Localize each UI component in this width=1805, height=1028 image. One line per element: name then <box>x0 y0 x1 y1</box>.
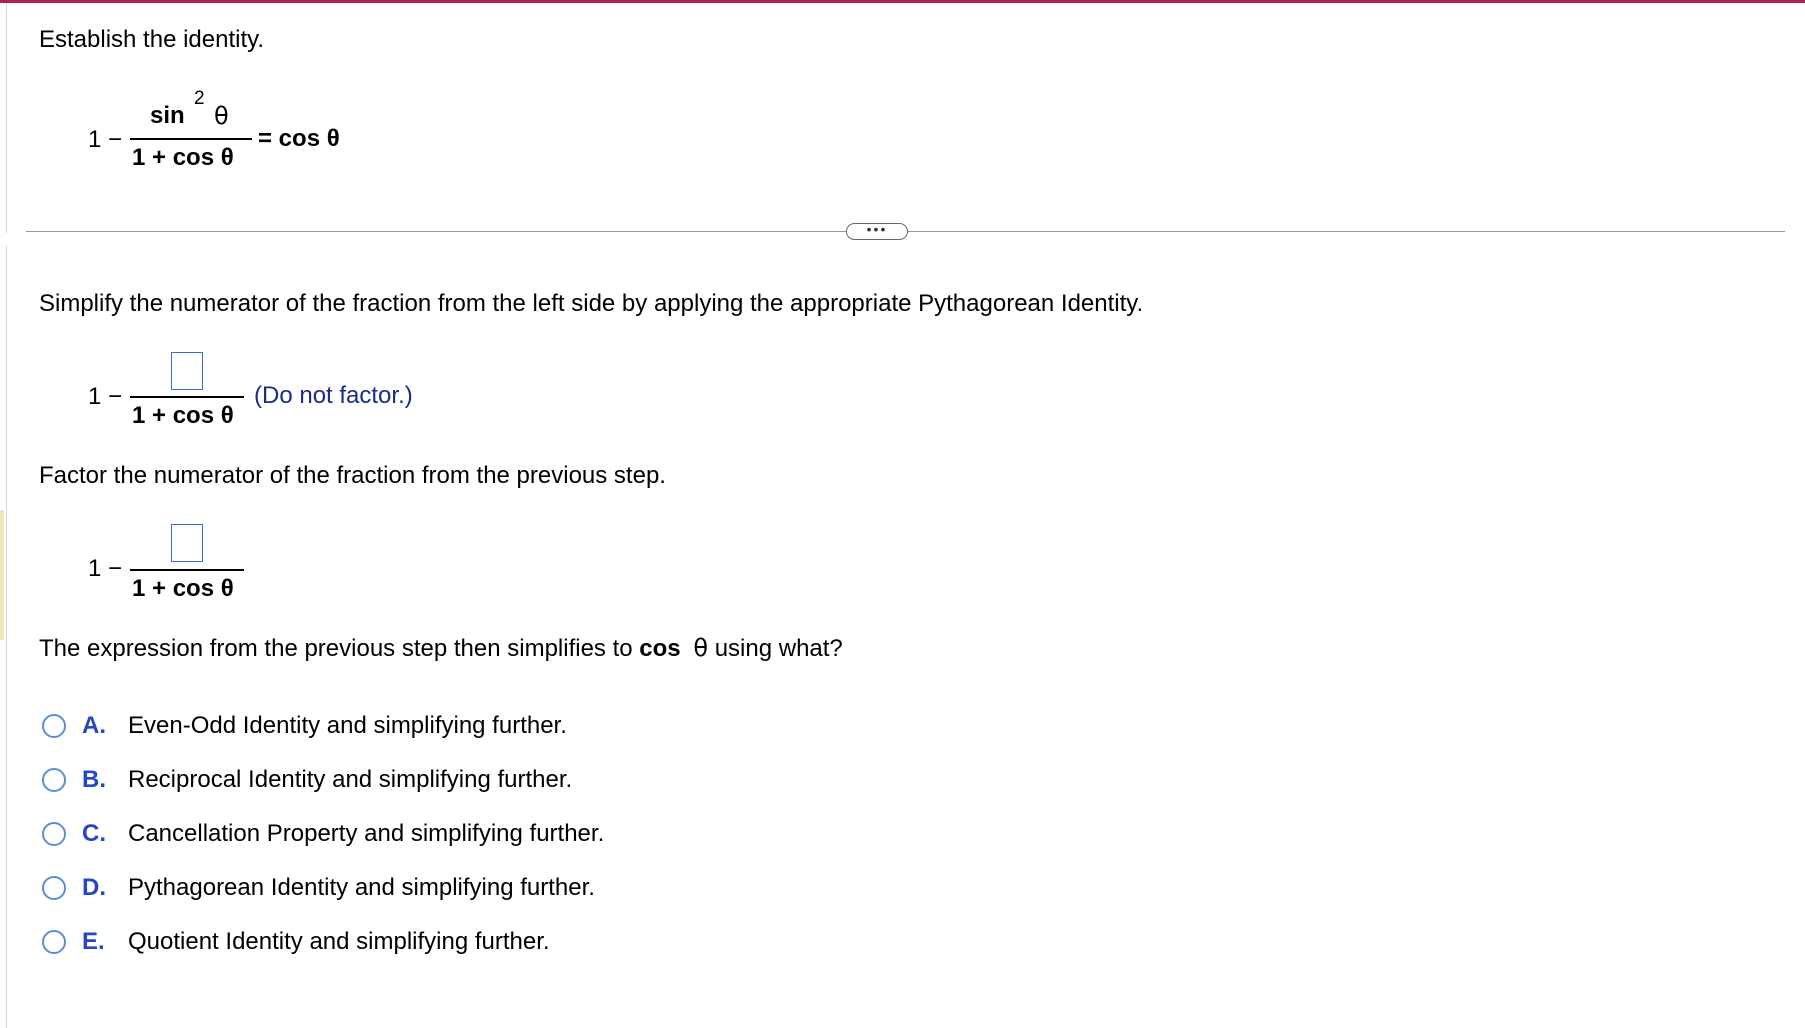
option-b-text[interactable]: Reciprocal Identity and simplifying further. <box>128 766 573 793</box>
identity-numerator-theta: θ <box>214 102 229 130</box>
question-cos: cos <box>639 635 681 662</box>
step1-one-minus: 1 − <box>88 383 123 410</box>
question-theta: θ <box>693 634 709 662</box>
option-a[interactable] <box>42 706 567 746</box>
option-d-radio[interactable] <box>42 876 66 900</box>
question-suffix: using what? <box>714 635 843 662</box>
option-b-radio[interactable] <box>42 768 66 792</box>
identity-one-minus: 1 − <box>88 126 123 153</box>
identity-denominator: 1 + cos θ <box>132 144 234 171</box>
step2-numerator-input[interactable] <box>171 524 203 562</box>
top-accent-bar <box>0 0 1805 3</box>
step1-instruction: Simplify the numerator of the fraction from the left side by applying the appropriate Pythagorean Identity. <box>39 290 1144 317</box>
step2-instruction: Factor the numerator of the fraction from the previous step. <box>39 462 666 489</box>
option-d-letter: D. <box>82 874 106 901</box>
option-e-text[interactable]: Quotient Identity and simplifying further. <box>128 928 550 955</box>
step2-denominator: 1 + cos θ <box>132 575 234 602</box>
step1-denominator: 1 + cos θ <box>132 402 234 429</box>
option-c[interactable] <box>42 814 604 854</box>
step1-numerator-input[interactable] <box>171 352 203 390</box>
option-b-letter: B. <box>82 766 106 793</box>
identity-exponent: 2 <box>194 88 205 109</box>
option-a-radio[interactable] <box>42 714 66 738</box>
option-a-text[interactable]: Even-Odd Identity and simplifying further. <box>128 712 567 739</box>
question-text <box>39 634 843 663</box>
page-title: Establish the identity. <box>39 26 265 53</box>
option-b[interactable] <box>42 760 572 800</box>
option-c-text[interactable]: Cancellation Property and simplifying further. <box>128 820 605 847</box>
left-border-top <box>6 3 7 233</box>
option-d-text[interactable]: Pythagorean Identity and simplifying further. <box>128 874 595 901</box>
option-c-letter: C. <box>82 820 106 847</box>
left-highlight-strip <box>0 510 4 640</box>
identity-numerator-sin: sin <box>150 102 185 129</box>
option-d[interactable] <box>42 868 595 908</box>
step1-fraction-bar <box>130 396 244 398</box>
expand-more-button[interactable]: ••• <box>846 223 908 240</box>
step2-fraction-bar <box>130 569 244 571</box>
identity-fraction-bar <box>130 138 252 140</box>
identity-rhs: = cos θ <box>258 125 340 152</box>
option-c-radio[interactable] <box>42 822 66 846</box>
step1-note: (Do not factor.) <box>254 382 413 409</box>
step2-one-minus: 1 − <box>88 555 123 582</box>
option-a-letter: A. <box>82 712 106 739</box>
option-e[interactable] <box>42 922 550 962</box>
question-prefix: The expression from the previous step then simplifies to <box>39 635 633 662</box>
option-e-letter: E. <box>82 928 105 955</box>
left-border-bottom <box>6 245 7 1028</box>
option-e-radio[interactable] <box>42 930 66 954</box>
